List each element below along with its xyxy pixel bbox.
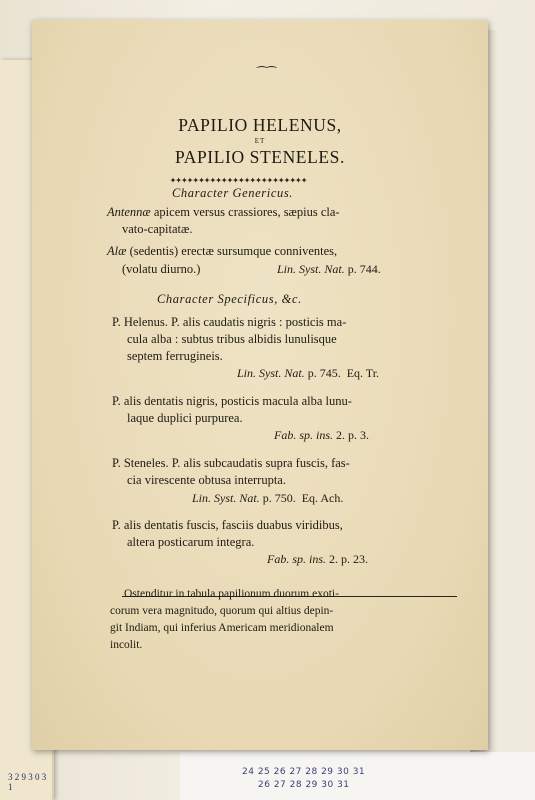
adjacent-page-footer: 3 2 9 3 0 3 1 xyxy=(8,772,47,792)
specific-2-line-1: P. alis dentatis nigris, posticis macula alba lunu- xyxy=(112,394,352,408)
title-conjunction: ET xyxy=(254,137,266,145)
generic-line-4: (volatu diurno.) xyxy=(122,262,201,276)
ornament-rule: ✦✦✦✦✦✦✦✦✦✦✦✦✦✦✦✦✦✦✦✦✦✦✦✦ xyxy=(169,176,307,184)
specific-1-reference: Lin. Syst. Nat. p. 745. Eq. Tr. xyxy=(237,366,380,380)
specific-1-line-1: P. Helenus. P. alis caudatis nigris : posticis ma- xyxy=(112,315,347,329)
specific-heading: Character Specificus, &c. xyxy=(157,292,302,306)
generic-line-3: Alæ (sedentis) erectæ sursumque conniventes, xyxy=(107,244,338,258)
ruler-numbers-2: 26 27 28 29 30 31 xyxy=(258,780,350,790)
specific-1-line-2: cula alba : subtus tribus albidis lunulisque xyxy=(127,332,337,346)
specific-4-line-1: P. alis dentatis fuscis, fasciis duabus viridibus, xyxy=(112,518,343,532)
note-line-2: corum vera magnitudo, quorum qui altius depin- xyxy=(110,605,334,617)
note-line-3: git Indiam, qui inferius Americam meridionalem xyxy=(110,622,334,634)
book-page xyxy=(32,20,488,750)
specific-2-reference: Fab. sp. ins. 2. p. 3. xyxy=(274,428,370,442)
ruler-numbers: 24 25 26 27 28 29 30 31 xyxy=(242,767,366,777)
specific-3-line-1: P. Steneles. P. alis subcaudatis supra fuscis, fas- xyxy=(112,456,350,470)
generic-line-1: Antennæ apicem versus crassiores, sæpius cla- xyxy=(107,205,340,219)
specific-4-reference: Fab. sp. ins. 2. p. 23. xyxy=(267,552,369,566)
specific-3-reference: Lin. Syst. Nat. p. 750. Eq. Ach. xyxy=(192,491,344,505)
specific-4-line-2: altera posticarum integra. xyxy=(127,535,255,549)
pin-marks: ⁔⁔ xyxy=(257,54,277,68)
note-line-4: incolit. xyxy=(110,639,143,651)
generic-reference: Lin. Syst. Nat. p. 744. xyxy=(277,262,381,276)
specific-2-line-2: laque duplici purpurea. xyxy=(127,411,243,425)
note-line-1: Ostenditur in tabula papilionum duorum exoti- xyxy=(124,588,339,600)
title-line-2: PAPILIO STENELES. xyxy=(175,147,345,167)
specific-1-line-3: septem ferrugineis. xyxy=(127,349,223,363)
generic-heading: Character Genericus. xyxy=(172,186,294,200)
title-line-1: PAPILIO HELENUS, xyxy=(178,115,342,135)
generic-line-2: vato-capitatæ. xyxy=(122,222,193,236)
specific-3-line-2: cia virescente obtusa interrupta. xyxy=(127,473,286,487)
